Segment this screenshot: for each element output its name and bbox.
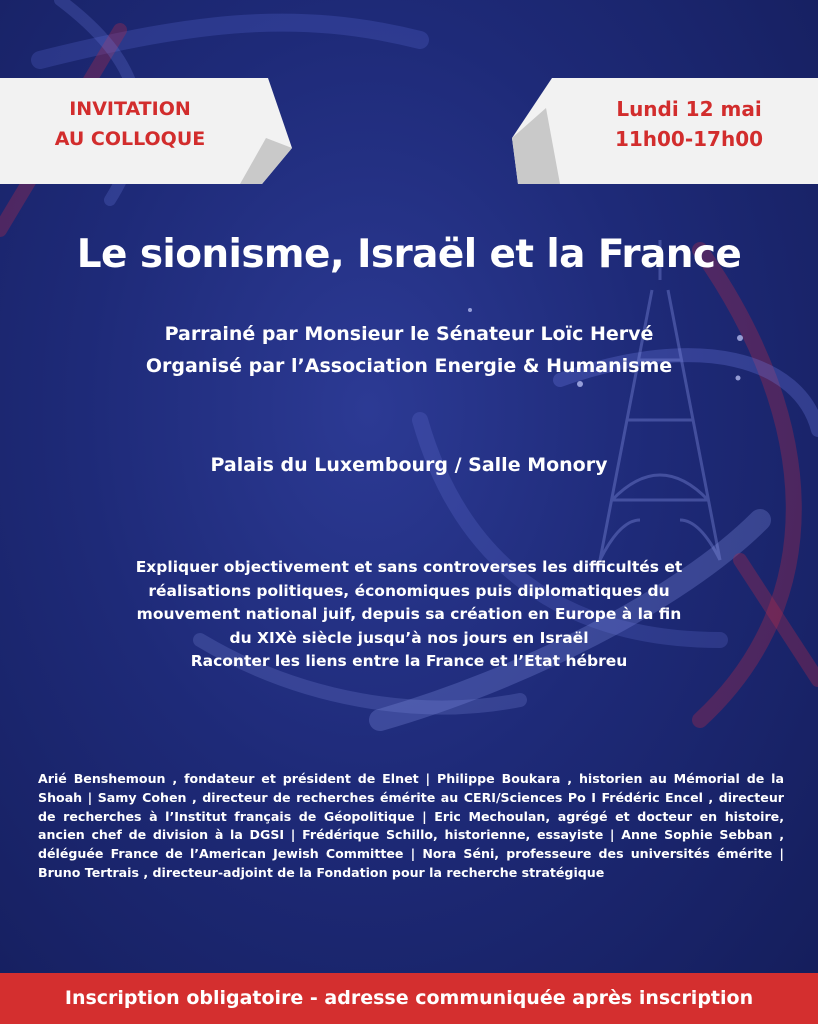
sponsor-line: Parrainé par Monsieur le Sénateur Loïc Hervé <box>164 323 654 345</box>
description-line-3: mouvement national juif, depuis sa création en Europe à la fin <box>136 605 682 623</box>
event-subtitle <box>0 318 818 382</box>
event-venue: Palais du Luxembourg / Salle Monory <box>210 454 608 476</box>
organizer-line: Organisé par l’Association Energie & Humanisme <box>145 355 673 377</box>
invitation-line-2: AU COLLOQUE <box>54 128 206 150</box>
date-line: Lundi 12 mai <box>616 97 762 121</box>
description-line-2: réalisations politiques, économiques puis diplomatiques du <box>148 581 670 600</box>
speakers-list: Arié Benshemoun , fondateur et président de Elnet | Philippe Boukara , historien au Mémorial de la Shoah | Samy Cohen , directeur de recherches émérite au CERI/Sciences Po I Frédéric Encel , directeur de recherches à l’Institut français de Géopolitique | Eric Mechoulan, agrégé et docteur en histoire, ancien chef de division à la DGSI | Frédérique Schillo, historienne, essayiste | Anne Sophie Sebban , déléguée France de l’American Jewish Committee | Nora Séni, professeure des universités émérite | Bruno Tertrais , directeur-adjoint de la Fondation pour la recherche stratégique <box>38 771 784 880</box>
description-line-1: Expliquer objectivement et sans controverses les difficultés et <box>135 558 683 576</box>
description-line-4: du XIXè siècle jusqu’à nos jours en Israël <box>229 628 589 647</box>
description-line-5: Raconter les liens entre la France et l’Etat hébreu <box>190 652 628 670</box>
invitation-label <box>10 94 250 154</box>
date-label <box>564 94 814 154</box>
event-title: Le sionisme, Israël et la France <box>76 232 742 277</box>
registration-banner: Inscription obligatoire - adresse communiquée après inscription <box>0 973 818 1024</box>
event-description <box>60 556 758 674</box>
invitation-ribbon <box>0 78 292 184</box>
date-ribbon <box>512 78 818 184</box>
invitation-line-1: INVITATION <box>69 98 191 120</box>
eiffel-tower-decoration <box>600 240 720 560</box>
time-line: 11h00-17h00 <box>614 127 764 151</box>
